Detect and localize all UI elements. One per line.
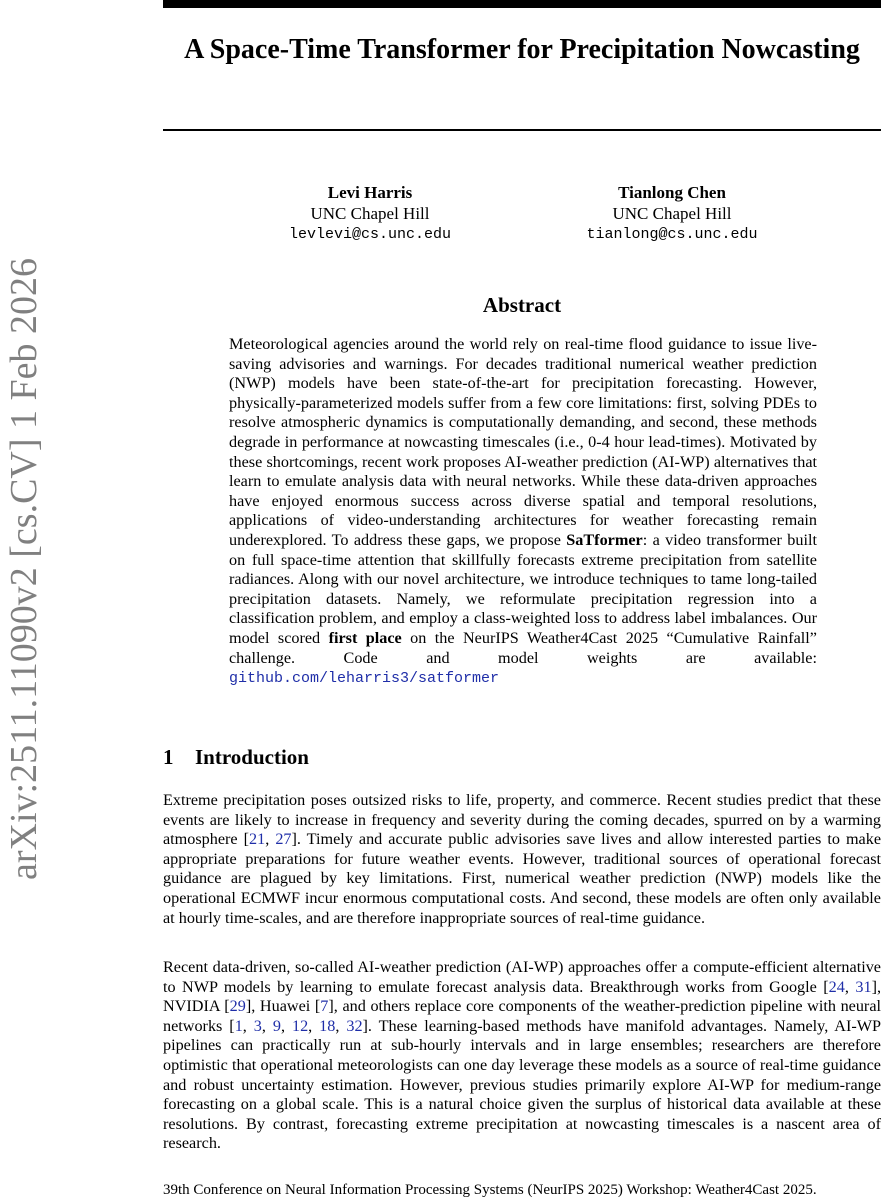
body-text: , [265,830,276,849]
citation-link[interactable]: 31 [855,977,872,996]
conference-footnote: 39th Conference on Neural Information Processing Systems (NeurIPS 2025) Workshop: Weather4Cast 2025. [163,1182,817,1198]
abstract-text: : a video transformer built on full space-time attention that skillfully forecasts extreme precipitation from satellite radiances. Along with our novel architecture, we introduce techniques to tame long-tailed precipitation datasets. Namely, we reformulate precipitation regression into a classification problem, and employ a class-weighted loss to address label imbalances. Our model scored [229,530,817,647]
body-text: , [335,1016,347,1035]
citation-link[interactable]: 27 [275,830,292,849]
top-rule [163,0,881,8]
body-text: ]. These learning-based methods have manifold advantages. Namely, AI-WP pipelines can practically run at sub-hourly intervals and in large ensembles; researchers are therefore optimistic that operational meteorologists can one day leverage these models as a source of real-time guidance and robust uncertainty estimation. However, previous studies primarily explore AI-WP for medium-range forecasting on a global scale. This is a natural choice given the surplus of historical data available at these resolutions. By contrast, forecasting extreme precipitation at nowcasting timescales is a nascent area of research. [163,1016,882,1153]
citation-link[interactable]: 32 [346,1016,363,1035]
section-title: Introduction [195,745,309,769]
paper-title: A Space-Time Transformer for Precipitation Nowcasting [184,34,860,65]
author-name: Tianlong Chen [618,183,726,202]
author-email[interactable]: levlevi@cs.unc.edu [288,226,452,243]
body-text: , [261,1016,273,1035]
citation-link[interactable]: 7 [320,997,329,1016]
author-block [240,182,500,245]
citation-link[interactable]: 29 [229,997,246,1016]
intro-paragraph [163,958,881,1154]
body-text: ], Huawei [ [245,997,321,1016]
citation-link[interactable]: 3 [253,1016,262,1035]
body-text: Extreme precipitation poses outsized risks to life, property, and commerce. Recent studies predict that these events are likely to increase in frequency and severity during the coming decades, spurred on by a warming atmosphere [ [163,791,881,849]
author-block [542,182,802,245]
award-text: first place [328,628,402,647]
citation-link[interactable]: 21 [249,830,266,849]
citation-link[interactable]: 12 [291,1016,309,1035]
abstract-heading: Abstract [482,293,562,317]
intro-paragraph [163,791,881,928]
citation-link[interactable]: 18 [319,1016,336,1035]
author-name: Levi Harris [327,183,413,202]
model-name: SaTformer [566,530,643,549]
section-number: 1 [163,745,174,769]
body-text: , [844,977,856,996]
body-text: ]. Timely and accurate public advisories save lives and allow interested parties to make appropriate preparations for future weather events. However, traditional sources of operational forecast guidance are plagued by key limitations. First, numerical weather prediction (NWP) models like the operational ECMWF incur enormous computational costs. And second, these models are often only available at hourly time-scales, and are therefore inappropriate sources of real-time guidance. [163,830,881,927]
citation-link[interactable]: 1 [234,1016,243,1035]
section-heading [163,744,881,770]
arxiv-side-stamp: arXiv:2511.11090v2 [cs.CV] 1 Feb 2026 [3,257,45,880]
abstract-body [229,335,817,689]
abstract-text: on the NeurIPS Weather4Cast 2025 “Cumulative Rainfall” challenge. Code and model weights are available: [229,628,817,667]
body-text: , [280,1016,292,1035]
title-rule [163,129,881,131]
body-text: , [242,1016,254,1035]
author-email[interactable]: tianlong@cs.unc.edu [586,226,758,243]
code-link[interactable]: github.com/leharris3/satformer [229,670,500,688]
abstract-text: Meteorological agencies around the world rely on real-time flood guidance to issue live-saving advisories and warnings. For decades traditional numerical weather prediction (NWP) models have been state-of-the-art for precipitation forecasting. However, physically-parameterized models suffer from a few core limitations: first, solving PDEs to resolve atmospheric dynamics is computationally demanding, and second, these methods degrade in performance at nowcasting timescales (i.e., 0-4 hour lead-times). Motivated by these shortcomings, recent work proposes AI-weather prediction (AI-WP) alternatives that learn to emulate analysis data with neural networks. While these data-driven approaches have enjoyed enormous success across diverse spatial and temporal resolutions, applications of video-understanding architectures for weather forecasting remain underexplored. To address these gaps, we propose [229,335,817,549]
body-text: Recent data-driven, so-called AI-weather prediction (AI-WP) approaches offer a compute-efficient alternative to NWP models by learning to emulate forecast analysis data. Breakthrough works from Google [ [163,958,881,996]
body-text: ], NVIDIA [ [163,977,881,1016]
citation-link[interactable]: 24 [828,977,845,996]
body-text: ], and others replace core components of the weather-prediction pipeline with neural networks [ [163,997,882,1035]
author-affiliation: UNC Chapel Hill [310,204,430,223]
author-affiliation: UNC Chapel Hill [612,204,732,223]
body-text: , [308,1016,320,1035]
citation-link[interactable]: 9 [272,1016,281,1035]
